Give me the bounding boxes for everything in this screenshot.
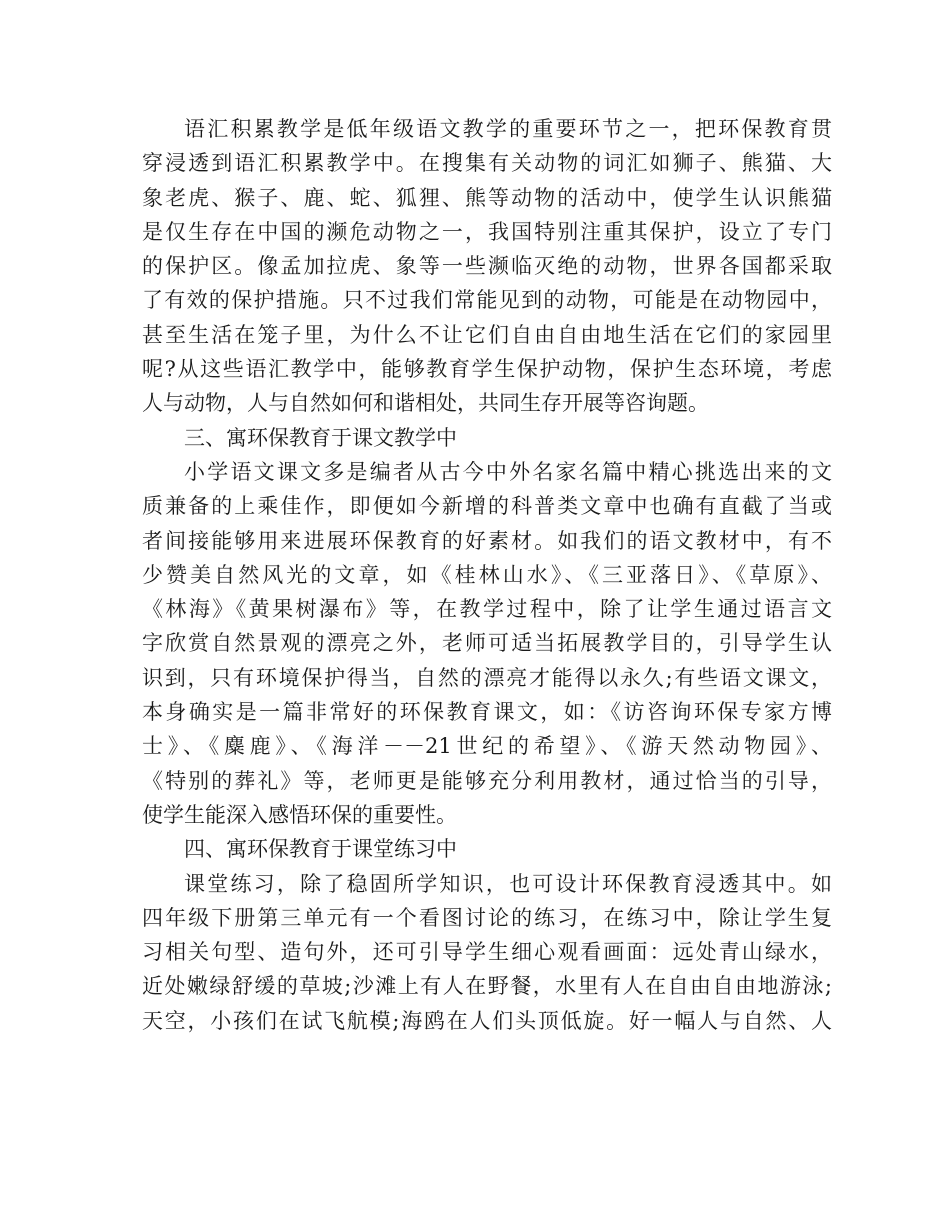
paragraph-line: 小学语文课文多是编者从古今中外名家名篇中精心挑选出来的文	[184, 459, 832, 484]
paragraph-line: 人与动物，人与自然如何和谐相处，共同生存开展等咨询题。	[142, 391, 709, 416]
paragraph-line: 《林海》《黄果树瀑布》等，在教学过程中，除了让学生通过语言文	[142, 597, 832, 622]
paragraph-line: 少赞美自然风光的文章，如《桂林山水》、《三亚落日》、《草原》、	[142, 562, 832, 587]
paragraph-line: 习相关句型、造句外，还可引导学生细心观看画面：远处青山绿水，	[142, 940, 832, 965]
section-heading: 三、寓环保教育于课文教学中	[184, 425, 457, 450]
paragraph-line: 甚至生活在笼子里，为什么不让它们自由自由地生活在它们的家园里	[142, 322, 832, 347]
document-body	[142, 112, 832, 1038]
paragraph-line: 《特别的葬礼》等，老师更是能够充分利用教材，通过恰当的引导，	[142, 768, 832, 793]
paragraph-line: 本身确实是一篇非常好的环保教育课文，如：《访咨询环保专家方博	[142, 700, 832, 725]
paragraph-line: 了有效的保护措施。只不过我们常能见到的动物，可能是在动物园中，	[142, 288, 832, 313]
paragraph-line: 使学生能深入感悟环保的重要性。	[142, 802, 457, 827]
section-heading: 四、寓环保教育于课堂练习中	[184, 837, 457, 862]
paragraph-line: 识到，只有环境保护得当，自然的漂亮才能得以永久;有些语文课文，	[142, 665, 832, 690]
paragraph-line: 是仅生存在中国的濒危动物之一，我国特别注重其保护，设立了专门	[142, 219, 832, 244]
paragraph-line: 穿浸透到语汇积累教学中。在搜集有关动物的词汇如狮子、熊猫、大	[142, 151, 832, 176]
paragraph-line: 士》、《麋鹿》、《海洋－－21世纪的希望》、《游天然动物园》、	[142, 734, 832, 759]
paragraph-line: 呢?从这些语汇教学中，能够教育学生保护动物，保护生态环境，考虑	[142, 357, 832, 382]
paragraph-line: 象老虎、猴子、鹿、蛇、狐狸、熊等动物的活动中，使学生认识熊猫	[142, 185, 832, 210]
paragraph-line: 四年级下册第三单元有一个看图讨论的练习，在练习中，除让学生复	[142, 905, 832, 930]
paragraph-line: 者间接能够用来进展环保教育的好素材。如我们的语文教材中，有不	[142, 528, 832, 553]
paragraph-line: 近处嫩绿舒缓的草坡;沙滩上有人在野餐，水里有人在自由自由地游泳;	[142, 974, 832, 999]
paragraph-line: 质兼备的上乘佳作，即便如今新增的科普类文章中也确有直截了当或	[142, 494, 832, 519]
paragraph-line: 的保护区。像孟加拉虎、象等一些濒临灭绝的动物，世界各国都采取	[142, 254, 832, 279]
paragraph-line: 课堂练习，除了稳固所学知识，也可设计环保教育浸透其中。如	[184, 871, 832, 896]
paragraph-line: 天空，小孩们在试飞航模;海鸥在人们头顶低旋。好一幅人与自然、人	[142, 1008, 832, 1033]
paragraph-line: 语汇积累教学是低年级语文教学的重要环节之一，把环保教育贯	[184, 117, 832, 141]
paragraph-line: 字欣赏自然景观的漂亮之外，老师可适当拓展教学目的，引导学生认	[142, 631, 832, 656]
